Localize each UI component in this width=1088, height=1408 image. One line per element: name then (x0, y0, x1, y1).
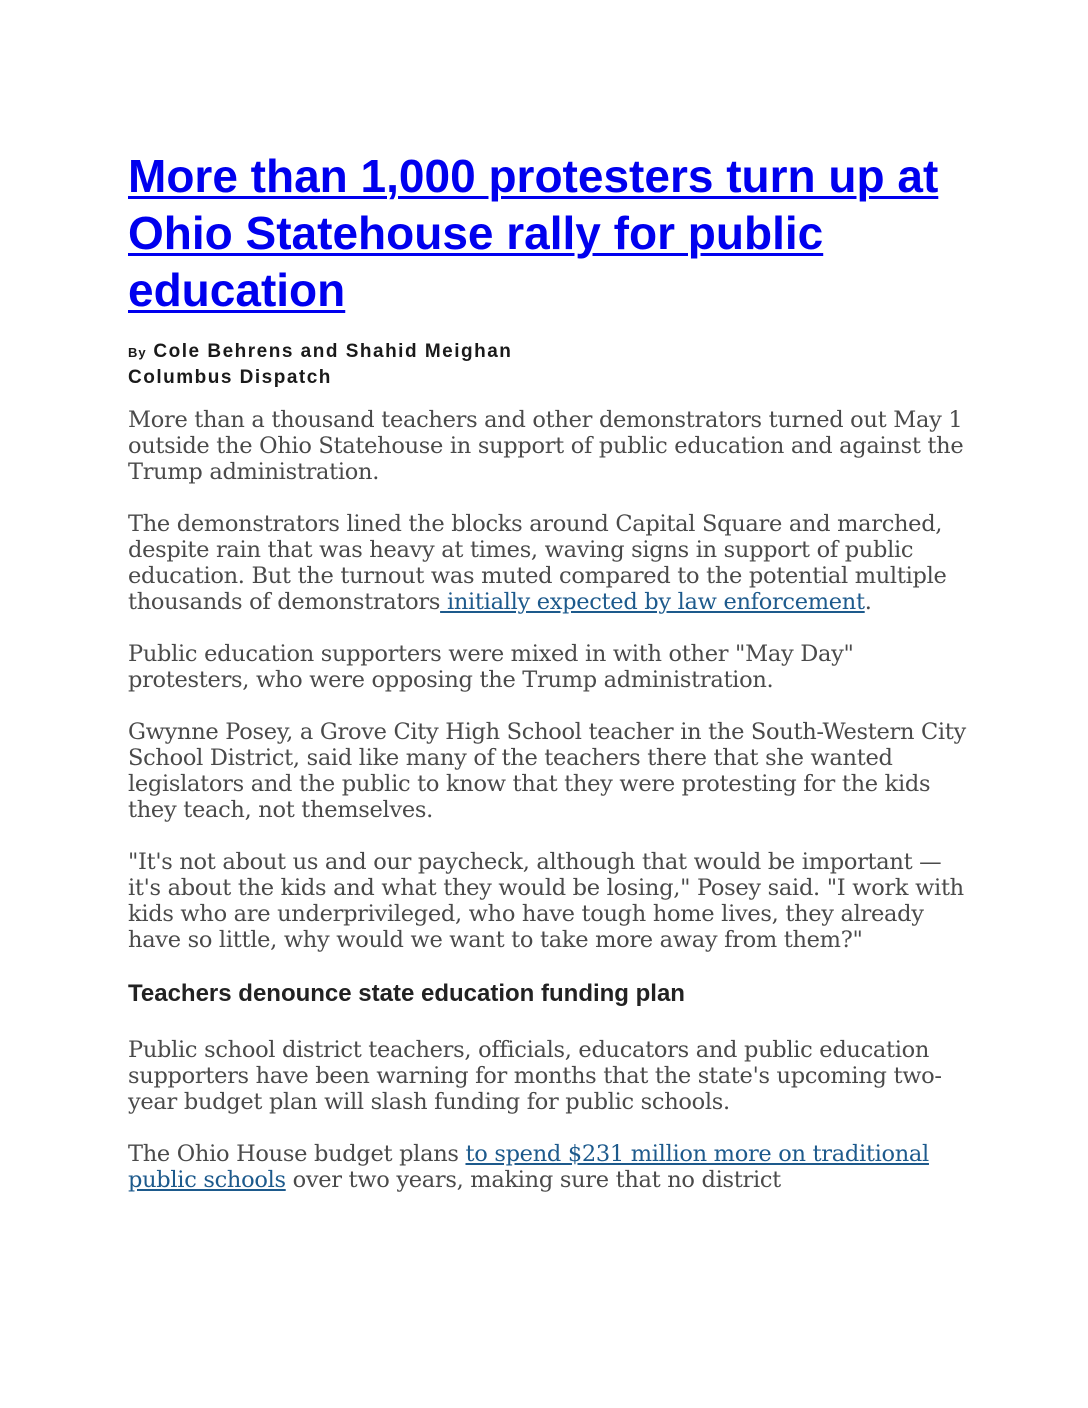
paragraph-2-text: The demonstrators lined the blocks around Capital Square and marched, despite rain that was heavy at times, waving signs in support of public education. But the turnout was muted compared to the potential multiple thousands of demonstrators (128, 511, 947, 615)
byline-authors-line (128, 339, 968, 365)
byline-prefix: By (128, 345, 147, 360)
paragraph-6: Public school district teachers, officials, educators and public education supporters have been warning for months that the state's upcoming two-year budget plan will slash funding for public schools. (128, 1037, 942, 1115)
law-enforcement-link[interactable]: initially expected by law enforcement (440, 589, 865, 615)
paragraph-7-text: The Ohio House budget plans (128, 1141, 466, 1167)
paragraph-5: "It's not about us and our paycheck, although that would be important — it's about the kids and what they would be losing," Posey said. "I work with kids who are underprivileged, who have tough home lives, they already have so little, why would we want to take more away from them?" (128, 849, 964, 953)
byline-outlet: Columbus Dispatch (128, 367, 332, 388)
budget-spending-link[interactable]: to spend $231 million more on traditional public schools (128, 1141, 929, 1193)
paragraph-7-end: over two years, making sure that no district (285, 1167, 781, 1193)
section-subheading: Teachers denounce state education funding plan (128, 980, 685, 1007)
headline-link[interactable]: More than 1,000 protesters turn up at Ohio Statehouse rally for public education (128, 150, 939, 316)
article-body (128, 407, 968, 1193)
byline-authors: Cole Behrens and Shahid Meighan (153, 341, 513, 362)
paragraph-3: Public education supporters were mixed in with other "May Day" protesters, who were opposing the Trump administration. (128, 641, 854, 693)
paragraph-2 (128, 511, 968, 615)
article-page (128, 148, 968, 1219)
paragraph-4: Gwynne Posey, a Grove City High School teacher in the South-Western City School District, said like many of the teachers there that she wanted legislators and the public to know that they were protesting for the kids they teach, not themselves. (128, 719, 966, 823)
paragraph-7 (128, 1141, 968, 1193)
byline (128, 339, 968, 390)
article-headline (128, 148, 968, 319)
paragraph-2-end: . (864, 589, 872, 615)
paragraph-1: More than a thousand teachers and other demonstrators turned out May 1 outside the Ohio Statehouse in support of public education and against the Trump administration. (128, 407, 964, 485)
